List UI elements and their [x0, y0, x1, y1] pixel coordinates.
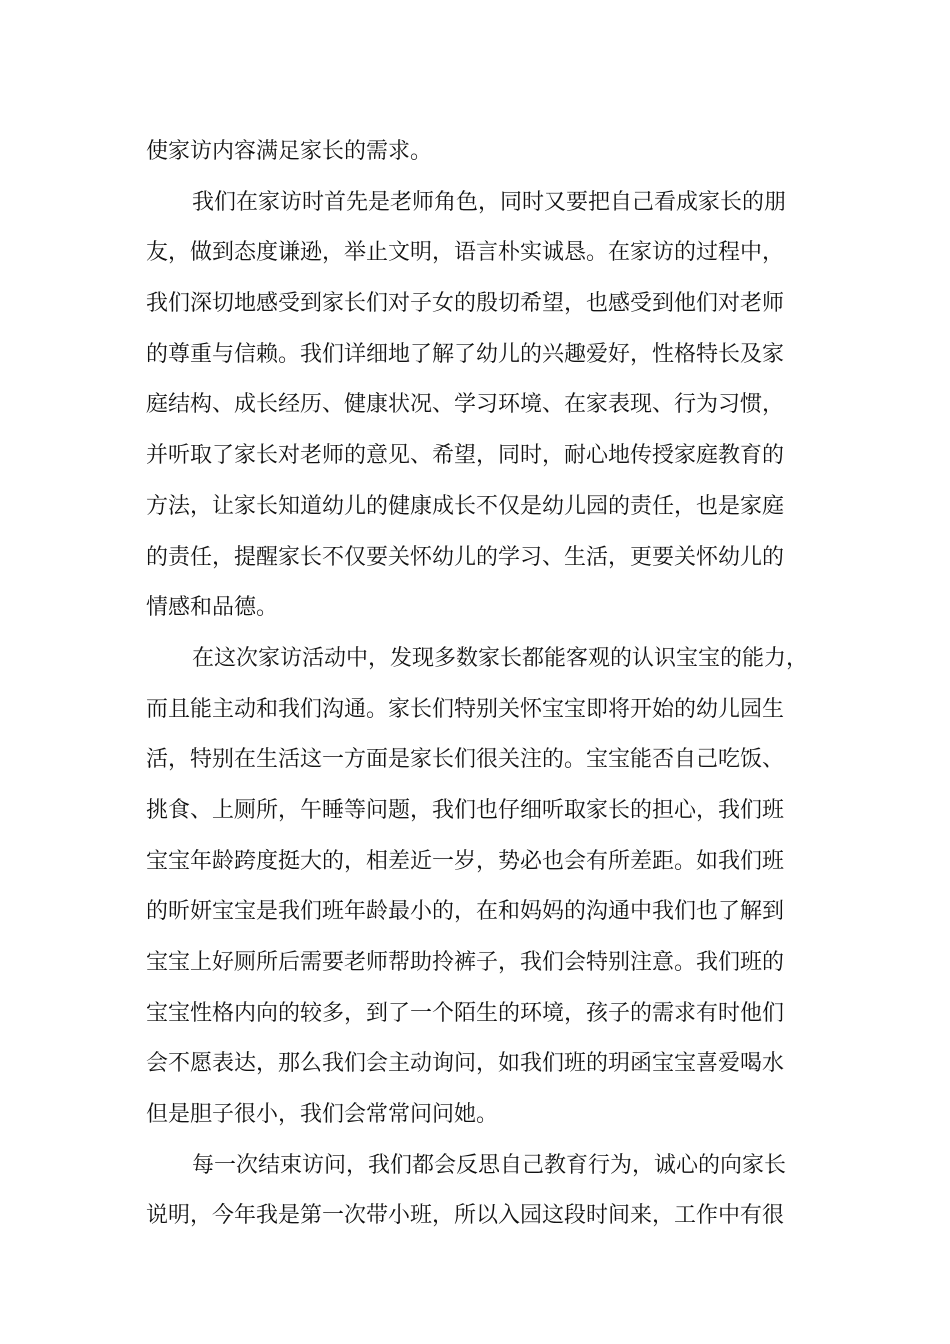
text-line: 挑食、上厕所，午睡等问题，我们也仔细听取家长的担心，我们班 — [146, 797, 785, 823]
text-line: 说明，今年我是第一次带小班，所以入园这段时间来，工作中有很 — [146, 1203, 785, 1229]
text-line: 我们深切地感受到家长们对子女的殷切希望，也感受到他们对老师 — [146, 291, 785, 317]
body-text — [146, 127, 818, 1242]
paragraph-first-line: 每一次结束访问，我们都会反思自己教育行为，诚心的向家长 — [192, 1152, 787, 1178]
paragraph-first-line: 我们在家访时首先是老师角色，同时又要把自己看成家长的朋 — [192, 189, 787, 215]
text-line: 庭结构、成长经历、健康状况、学习环境、在家表现、行为习惯， — [146, 392, 785, 418]
text-line: 但是胆子很小，我们会常常问问她。 — [146, 1102, 499, 1128]
text-line: 宝宝上好厕所后需要老师帮助拎裤子，我们会特别注意。我们班的 — [146, 950, 785, 975]
text-line: 使家访内容满足家长的需求。 — [146, 139, 433, 164]
text-line: 的昕妍宝宝是我们班年龄最小的，在和妈妈的沟通中我们也了解到 — [146, 899, 785, 925]
paragraph-first-line: 在这次家访活动中，发现多数家长都能客观的认识宝宝的能力， — [192, 645, 809, 671]
text-line: 宝宝年龄跨度挺大的，相差近一岁，势必也会有所差距。如我们班 — [146, 848, 785, 874]
text-line: 的责任，提醒家长不仅要关怀幼儿的学习、生活，更要关怀幼儿的 — [146, 544, 785, 570]
text-line: 会不愿表达，那么我们会主动询问，如我们班的玥函宝宝喜爱喝水 — [146, 1051, 785, 1077]
text-line: 友，做到态度谦逊，举止文明，语言朴实诚恳。在家访的过程中， — [146, 240, 785, 266]
text-line: 活，特别在生活这一方面是家长们很关注的。宝宝能否自己吃饭、 — [146, 747, 785, 773]
text-line: 方法，让家长知道幼儿的健康成长不仅是幼儿园的责任，也是家庭 — [146, 493, 785, 519]
text-line: 的尊重与信赖。我们详细地了解了幼儿的兴趣爱好，性格特长及家 — [146, 341, 785, 367]
text-line: 并听取了家长对老师的意见、希望，同时，耐心地传授家庭教育的 — [146, 443, 785, 469]
text-line: 而且能主动和我们沟通。家长们特别关怀宝宝即将开始的幼儿园生 — [146, 696, 785, 722]
text-line: 情感和品德。 — [146, 595, 279, 621]
text-line: 宝宝性格内向的较多，到了一个陌生的环境，孩子的需求有时他们 — [146, 1000, 785, 1026]
